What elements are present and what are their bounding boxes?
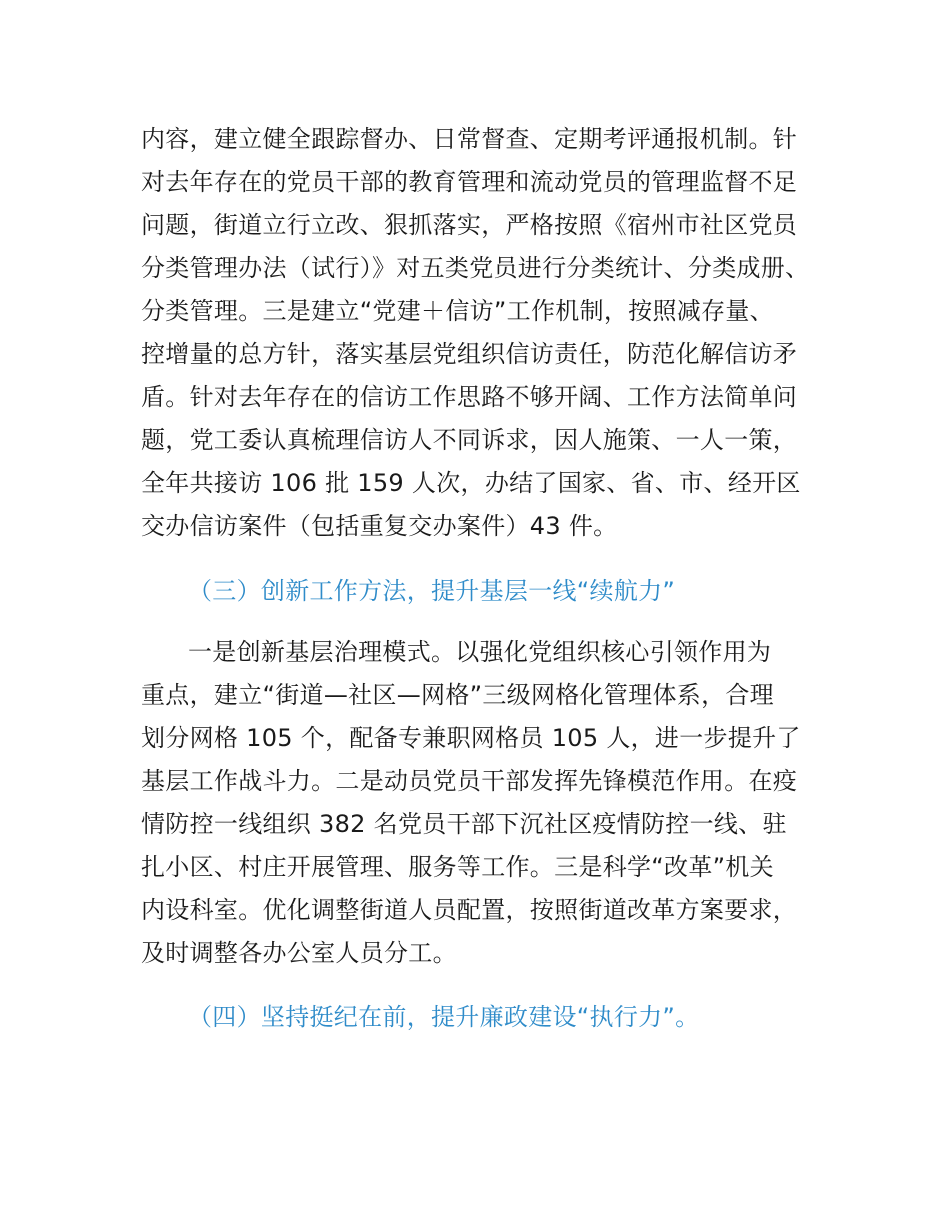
paragraph-line: 控增量的总方针，落实基层党组织信访责任，防范化解信访矛 [141, 340, 798, 368]
paragraph-line: 划分网格 105 个，配备专兼职网格员 105 人，进一步提升了 [141, 724, 801, 752]
paragraph-line: 一是创新基层治理模式。以强化党组织核心引领作用为 [188, 638, 772, 666]
paragraph-line: 盾。针对去年存在的信访工作思路不够开阔、工作方法简单问 [141, 383, 798, 411]
paragraph-line: 题，党工委认真梳理信访人不同诉求，因人施策、一人一策， [141, 426, 798, 454]
paragraph-line: 情防控一线组织 382 名党员干部下沉社区疫情防控一线、驻 [141, 810, 787, 838]
section-heading-4: （四）坚持挺纪在前，提升廉政建设“执行力”。 [188, 1003, 700, 1031]
paragraph-line: 全年共接访 106 批 159 人次，办结了国家、省、市、经开区 [141, 469, 801, 497]
paragraph-line: 及时调整各办公室人员分工。 [141, 939, 457, 967]
paragraph-line: 内设科室。优化调整街道人员配置，按照街道改革方案要求， [141, 896, 798, 924]
paragraph-line: 交办信访案件（包括重复交办案件）43 件。 [141, 512, 618, 540]
paragraph-line: 对去年存在的党员干部的教育管理和流动党员的管理监督不足 [141, 168, 798, 196]
paragraph-line: 分类管理。三是建立“党建＋信访”工作机制，按照减存量、 [141, 297, 774, 325]
paragraph-line: 基层工作战斗力。二是动员党员干部发挥先锋模范作用。在疫 [141, 767, 798, 795]
paragraph-line: 扎小区、村庄开展管理、服务等工作。三是科学“改革”机关 [141, 853, 774, 881]
section-heading-3: （三）创新工作方法，提升基层一线“续航力” [188, 577, 676, 605]
paragraph-line: 重点，建立“街道—社区—网格”三级网格化管理体系，合理 [141, 681, 774, 709]
paragraph-line: 分类管理办法（试行）》对五类党员进行分类统计、分类成册、 [141, 254, 810, 282]
paragraph-line: 内容，建立健全跟踪督办、日常督查、定期考评通报机制。针 [141, 125, 798, 153]
paragraph-line: 问题，街道立行立改、狠抓落实，严格按照《宿州市社区党员 [141, 211, 798, 239]
